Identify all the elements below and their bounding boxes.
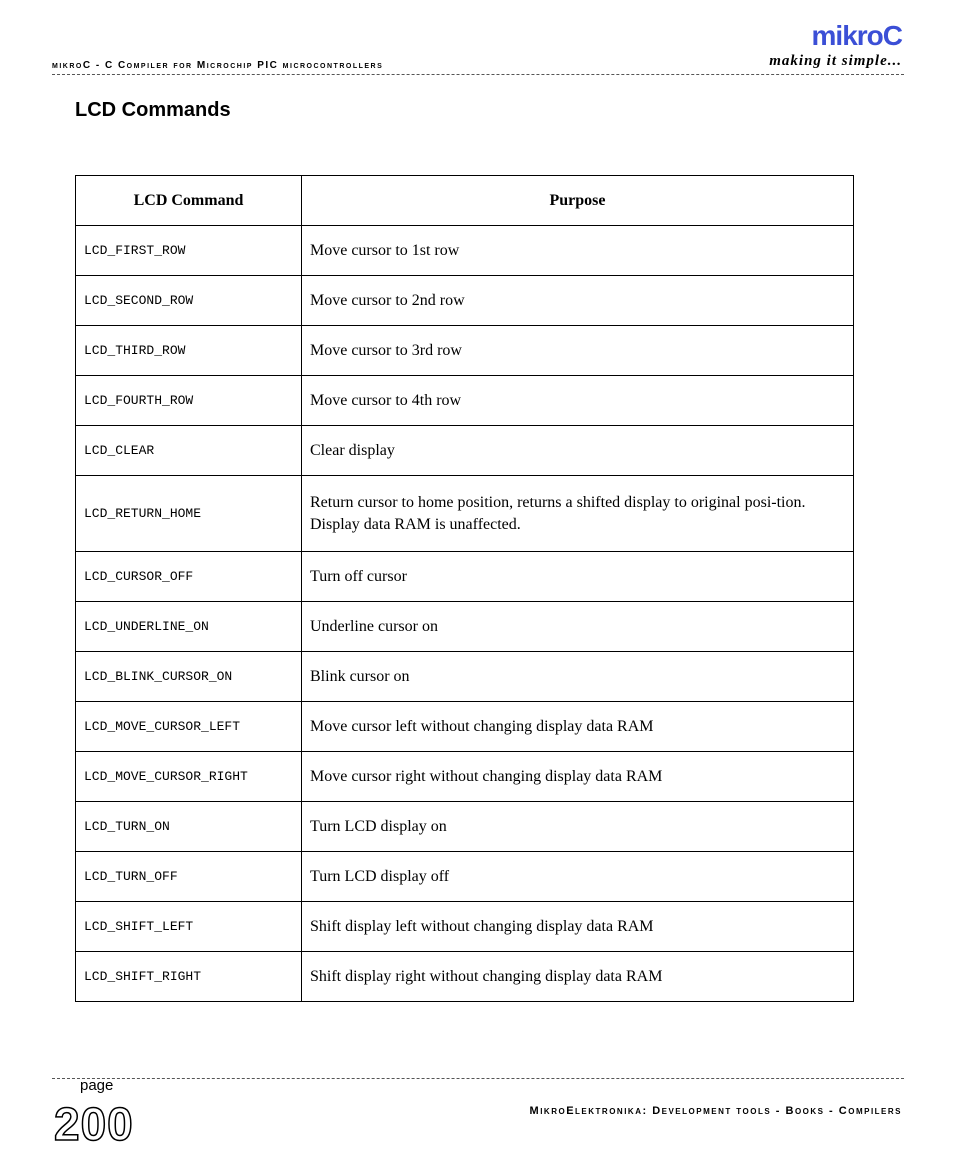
table-row	[76, 376, 854, 426]
command-cell: LCD_SHIFT_RIGHT	[76, 952, 302, 1002]
table-row	[76, 226, 854, 276]
table-row	[76, 476, 854, 552]
tagline: making it simple...	[769, 53, 902, 69]
command-cell: LCD_CURSOR_OFF	[76, 552, 302, 602]
table-row	[76, 326, 854, 376]
column-header-purpose: Purpose	[302, 176, 854, 226]
command-cell: LCD_BLINK_CURSOR_ON	[76, 652, 302, 702]
table-row	[76, 902, 854, 952]
table-row	[76, 552, 854, 602]
mikroc-logo: mikroC	[811, 20, 902, 51]
command-cell: LCD_FOURTH_ROW	[76, 376, 302, 426]
purpose-cell: Move cursor to 2nd row	[302, 276, 854, 326]
purpose-cell: Move cursor to 3rd row	[302, 326, 854, 376]
page-number: 200	[54, 1098, 134, 1150]
command-cell: LCD_SECOND_ROW	[76, 276, 302, 326]
command-cell: LCD_THIRD_ROW	[76, 326, 302, 376]
table-row	[76, 276, 854, 326]
table-row	[76, 602, 854, 652]
purpose-cell: Move cursor to 1st row	[302, 226, 854, 276]
command-cell: LCD_MOVE_CURSOR_LEFT	[76, 702, 302, 752]
column-header-command: LCD Command	[76, 176, 302, 226]
table-row	[76, 426, 854, 476]
command-cell: LCD_SHIFT_LEFT	[76, 902, 302, 952]
command-cell: LCD_TURN_OFF	[76, 852, 302, 902]
purpose-cell: Turn LCD display off	[302, 852, 854, 902]
purpose-cell: Move cursor left without changing display data RAM	[302, 702, 854, 752]
purpose-cell: Turn LCD display on	[302, 802, 854, 852]
table-row	[76, 852, 854, 902]
command-cell: LCD_CLEAR	[76, 426, 302, 476]
purpose-cell: Clear display	[302, 426, 854, 476]
running-header: mikroC - C Compiler for Microchip PIC microcontrollers	[52, 60, 384, 71]
table-header-row	[76, 176, 854, 226]
command-cell: LCD_MOVE_CURSOR_RIGHT	[76, 752, 302, 802]
command-cell: LCD_FIRST_ROW	[76, 226, 302, 276]
purpose-cell: Shift display left without changing display data RAM	[302, 902, 854, 952]
section-title: LCD Commands	[75, 99, 231, 121]
purpose-cell: Move cursor to 4th row	[302, 376, 854, 426]
purpose-cell: Shift display right without changing display data RAM	[302, 952, 854, 1002]
table-row	[76, 802, 854, 852]
purpose-cell: Turn off cursor	[302, 552, 854, 602]
command-cell: LCD_TURN_ON	[76, 802, 302, 852]
purpose-cell: Move cursor right without changing display data RAM	[302, 752, 854, 802]
command-cell: LCD_UNDERLINE_ON	[76, 602, 302, 652]
table-row	[76, 652, 854, 702]
page-label: page	[80, 1077, 114, 1094]
purpose-cell: Blink cursor on	[302, 652, 854, 702]
lcd-commands-table	[75, 175, 854, 1002]
command-cell: LCD_RETURN_HOME	[76, 476, 302, 552]
footer-divider	[52, 1078, 904, 1079]
purpose-cell: Underline cursor on	[302, 602, 854, 652]
purpose-cell: Return cursor to home position, returns a shifted display to original posi-tion. Display data RAM is unaffected.	[302, 476, 854, 552]
table-row	[76, 952, 854, 1002]
running-footer: MikroElektronika: Development tools - Books - Compilers	[529, 1105, 902, 1117]
table-row	[76, 702, 854, 752]
header-divider	[52, 74, 904, 75]
table-row	[76, 752, 854, 802]
